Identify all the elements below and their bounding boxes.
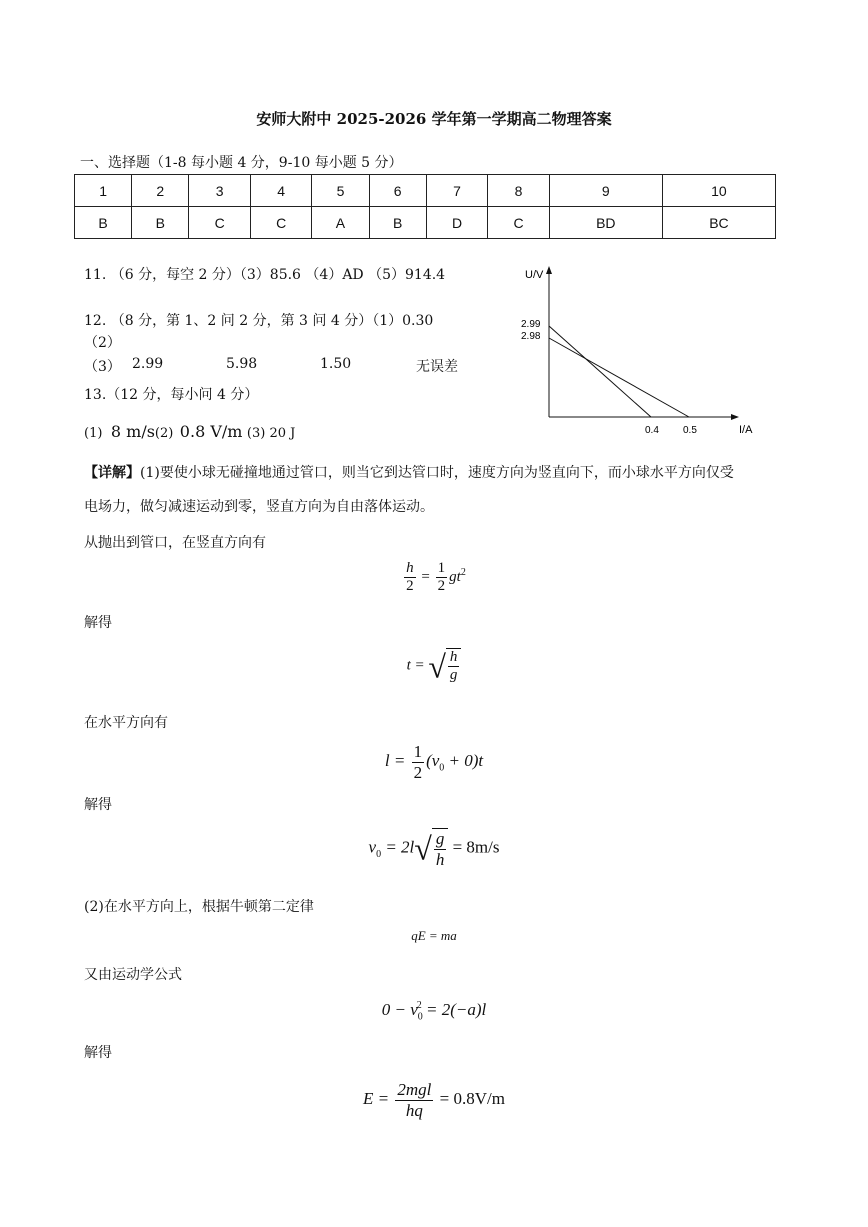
exponent: 2 bbox=[460, 567, 466, 579]
y-tick-label: 2.99 bbox=[521, 319, 541, 330]
denominator: 2 bbox=[406, 578, 414, 595]
q13-answer-value: 8 m/s bbox=[110, 422, 155, 441]
fraction bbox=[412, 742, 425, 782]
q-num-cell: 3 bbox=[189, 175, 251, 207]
answer-cell: D bbox=[426, 207, 488, 239]
q11-answer: 11. （6 分，每空 2 分）（3）85.6 （4）AD （5）914.4 bbox=[84, 267, 446, 283]
detail-text: (1)要使小球无碰撞地通过管口，则当它到达管口时，速度方向为竖直向下，而小球水平方向仅受 bbox=[140, 465, 734, 481]
answer-table bbox=[74, 174, 776, 239]
q13-part-label: (1) bbox=[84, 426, 103, 441]
x-axis-arrow bbox=[731, 414, 739, 420]
lhs: v bbox=[368, 837, 377, 857]
answer-cell: B bbox=[75, 207, 132, 239]
solve-label-1: 解得 bbox=[84, 615, 112, 631]
graph-line bbox=[549, 326, 651, 417]
question-number-row bbox=[75, 175, 776, 207]
q12-value: 1.50 bbox=[320, 356, 352, 372]
fraction bbox=[436, 560, 448, 596]
page-title: 安师大附中 2025-2026 学年第一学期高二物理答案 bbox=[256, 110, 612, 128]
q12-line1: 12. （8 分，第 1、2 问 2 分，第 3 问 4 分）（1）0.30 bbox=[84, 313, 434, 329]
section-heading: 一、选择题（1-8 每小题 4 分，9-10 每小题 5 分） bbox=[80, 155, 403, 171]
newton-intro: (2)在水平方向上，根据牛顿第二定律 bbox=[84, 899, 314, 915]
y-axis-label: U/V bbox=[525, 269, 544, 281]
answer-row bbox=[75, 207, 776, 239]
rhs-tail: + 0)t bbox=[444, 750, 484, 770]
numerator: h bbox=[404, 560, 416, 578]
q12-value: 无误差 bbox=[416, 359, 458, 375]
answer-cell: B bbox=[132, 207, 189, 239]
equation-kinematics bbox=[0, 1000, 868, 1022]
fraction bbox=[395, 1080, 433, 1120]
rhs-term: gt bbox=[449, 569, 461, 586]
numerator: 1 bbox=[436, 560, 448, 578]
denominator: 2 bbox=[437, 578, 446, 595]
subscript: 0 bbox=[417, 1011, 423, 1023]
q13-line1: 13.（12 分，每小问 4 分） bbox=[84, 387, 259, 403]
u-i-graph bbox=[505, 262, 770, 440]
q-num-cell: 10 bbox=[662, 175, 775, 207]
rhs-term: (v bbox=[426, 750, 440, 770]
vertical-intro: 从抛出到管口，在竖直方向有 bbox=[84, 535, 266, 551]
kinematics-intro: 又由运动学公式 bbox=[84, 967, 182, 983]
mid-term: = 2l bbox=[381, 837, 415, 857]
denominator: g bbox=[449, 667, 458, 684]
rhs: = 8m/s bbox=[448, 837, 500, 857]
x-tick-label: 0.4 bbox=[645, 425, 659, 436]
answer-cell: C bbox=[250, 207, 312, 239]
denominator: h bbox=[435, 849, 445, 869]
lhs: l = bbox=[384, 750, 406, 770]
answer-cell: BC bbox=[662, 207, 775, 239]
subscript: 0 bbox=[376, 848, 382, 860]
answer-cell: BD bbox=[549, 207, 662, 239]
q-num-cell: 9 bbox=[549, 175, 662, 207]
sqrt bbox=[414, 828, 448, 869]
equation-field bbox=[0, 1080, 868, 1120]
x-axis-label: I/A bbox=[739, 424, 753, 436]
detail-line2: 电场力，做匀减速运动到零，竖直方向为自由落体运动。 bbox=[84, 499, 434, 515]
q-num-cell: 4 bbox=[250, 175, 312, 207]
detail-label: 【详解】 bbox=[84, 465, 140, 481]
equation-horizontal bbox=[0, 742, 868, 782]
q-num-cell: 8 bbox=[488, 175, 550, 207]
fraction bbox=[434, 829, 447, 869]
denominator: hq bbox=[405, 1100, 423, 1120]
equation-newton: qE = ma bbox=[411, 928, 457, 943]
rhs: = 2(−a)l bbox=[421, 1000, 487, 1019]
q-num-cell: 7 bbox=[426, 175, 488, 207]
answer-cell: C bbox=[189, 207, 251, 239]
q13-answer-value: 0.8 V/m bbox=[179, 422, 243, 441]
numerator: g bbox=[435, 829, 445, 848]
q13-answer-value: (3) 20 J bbox=[246, 426, 296, 441]
q12-value: 2.99 bbox=[132, 356, 164, 372]
lhs: t = bbox=[406, 657, 425, 674]
lhs: E = bbox=[363, 1088, 390, 1108]
q-num-cell: 5 bbox=[312, 175, 369, 207]
sqrt bbox=[428, 648, 461, 685]
graph-line bbox=[549, 338, 689, 417]
q13-part-label: (2) bbox=[154, 426, 174, 441]
fraction bbox=[404, 560, 416, 596]
lhs: 0 − v bbox=[381, 1000, 418, 1019]
rhs: = 0.8V/m bbox=[435, 1088, 505, 1108]
equation-velocity bbox=[0, 828, 868, 869]
radical-sign: √ bbox=[414, 830, 432, 867]
denominator: 2 bbox=[413, 762, 423, 782]
q-num-cell: 6 bbox=[369, 175, 426, 207]
solve-label-2: 解得 bbox=[84, 797, 112, 813]
detail-line1 bbox=[84, 462, 734, 482]
x-tick-label: 0.5 bbox=[683, 425, 697, 436]
q12-part3-label: （3） bbox=[84, 359, 121, 375]
equals-sign: = bbox=[421, 569, 430, 586]
solve-label-3: 解得 bbox=[84, 1045, 112, 1061]
y-axis-arrow bbox=[546, 266, 552, 274]
equation-time bbox=[0, 648, 868, 685]
q12-line2: （2） bbox=[84, 335, 121, 351]
numerator: 2mgl bbox=[397, 1080, 432, 1099]
q13-answers bbox=[84, 422, 295, 441]
answer-cell: B bbox=[369, 207, 426, 239]
answer-cell: A bbox=[312, 207, 369, 239]
numerator: 1 bbox=[413, 742, 423, 761]
subscript: 0 bbox=[439, 762, 445, 774]
y-tick-label: 2.98 bbox=[521, 331, 541, 342]
equation-vertical bbox=[0, 560, 868, 596]
numerator: h bbox=[448, 649, 460, 667]
exponent: 2 bbox=[416, 1000, 422, 1012]
answer-cell: C bbox=[488, 207, 550, 239]
fraction bbox=[448, 649, 460, 685]
q12-value: 5.98 bbox=[226, 356, 258, 372]
q-num-cell: 1 bbox=[75, 175, 132, 207]
q-num-cell: 2 bbox=[132, 175, 189, 207]
radical-sign: √ bbox=[428, 648, 446, 685]
horizontal-intro: 在水平方向有 bbox=[84, 715, 168, 731]
